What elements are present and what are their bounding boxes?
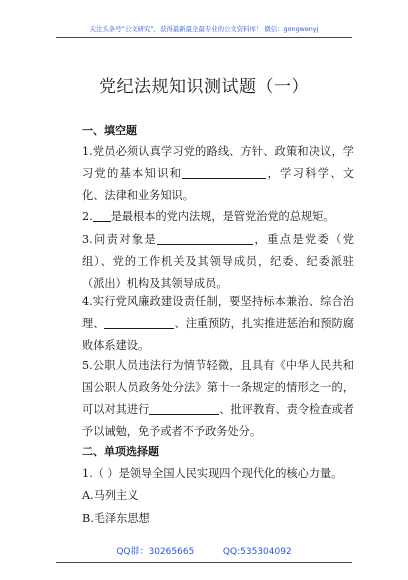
- choice-question-1: 1.（ ）是领导全国人民实现四个现代化的核心力量。: [82, 467, 343, 480]
- question-4-text-before: 4.实行党风廉政建设责任制，要坚持标本兼治、综合治理、: [82, 295, 354, 330]
- footer-qq-contact: QQ群：30265665 QQ:535304092: [116, 547, 292, 557]
- choice-option-a: A.马列主义: [82, 489, 139, 502]
- question-1-text-before: 1.党员必须认真学习党的路线、方针、政策和决议，学习党的基本知识和: [82, 145, 354, 180]
- header-banner: 关注头条号“公文研究”，获得最新最全最专业的公文资料库！ 微信：gongwenyj: [89, 25, 319, 33]
- header-divider: [56, 37, 352, 38]
- question-1: [82, 141, 354, 207]
- answer-blank: [149, 402, 219, 415]
- section-heading-fill-in: 一、填空题: [82, 124, 137, 137]
- question-4-text-after: 、注重预防，扎实推进惩治和预防腐败体系建设。: [82, 317, 354, 352]
- question-2-text-before: 2.: [82, 210, 93, 223]
- question-3: [82, 229, 354, 295]
- question-5: [82, 355, 354, 443]
- question-5-text-before: 5.公职人员违法行为情节轻微，且具有《中华人民共和国公职人员政务处分法》第十一条规定的情形之一的，可以对其进行: [82, 359, 354, 416]
- question-3-text-after: ，重点是党委（党组）、党的工作机关及其领导成员，纪委、纪委派驻（派出）机构及其领导成员。: [82, 233, 354, 290]
- question-3-text-before: 3.问责对象是: [82, 233, 158, 246]
- footer-divider: [56, 562, 352, 563]
- question-5-text-after: 、批评教育、责令检查或者予以诫勉，免予或者不予政务处分。: [82, 403, 354, 438]
- section-heading-single-choice: 二、单项选择题: [82, 445, 159, 458]
- question-2: [82, 206, 354, 228]
- answer-blank: [104, 316, 174, 329]
- answer-blank: [182, 166, 266, 179]
- answer-blank: [157, 232, 253, 245]
- answer-blank: [93, 209, 111, 222]
- question-4: [82, 291, 354, 357]
- document-title: 党纪法规知识测试题（一）: [99, 77, 309, 97]
- choice-option-b: B.毛泽东思想: [82, 512, 150, 525]
- question-2-text-after: 是最根本的党内法规，是管党治党的总规矩。: [110, 210, 335, 223]
- question-1-text-after: ，学习科学、文化、法律和业务知识。: [82, 167, 354, 202]
